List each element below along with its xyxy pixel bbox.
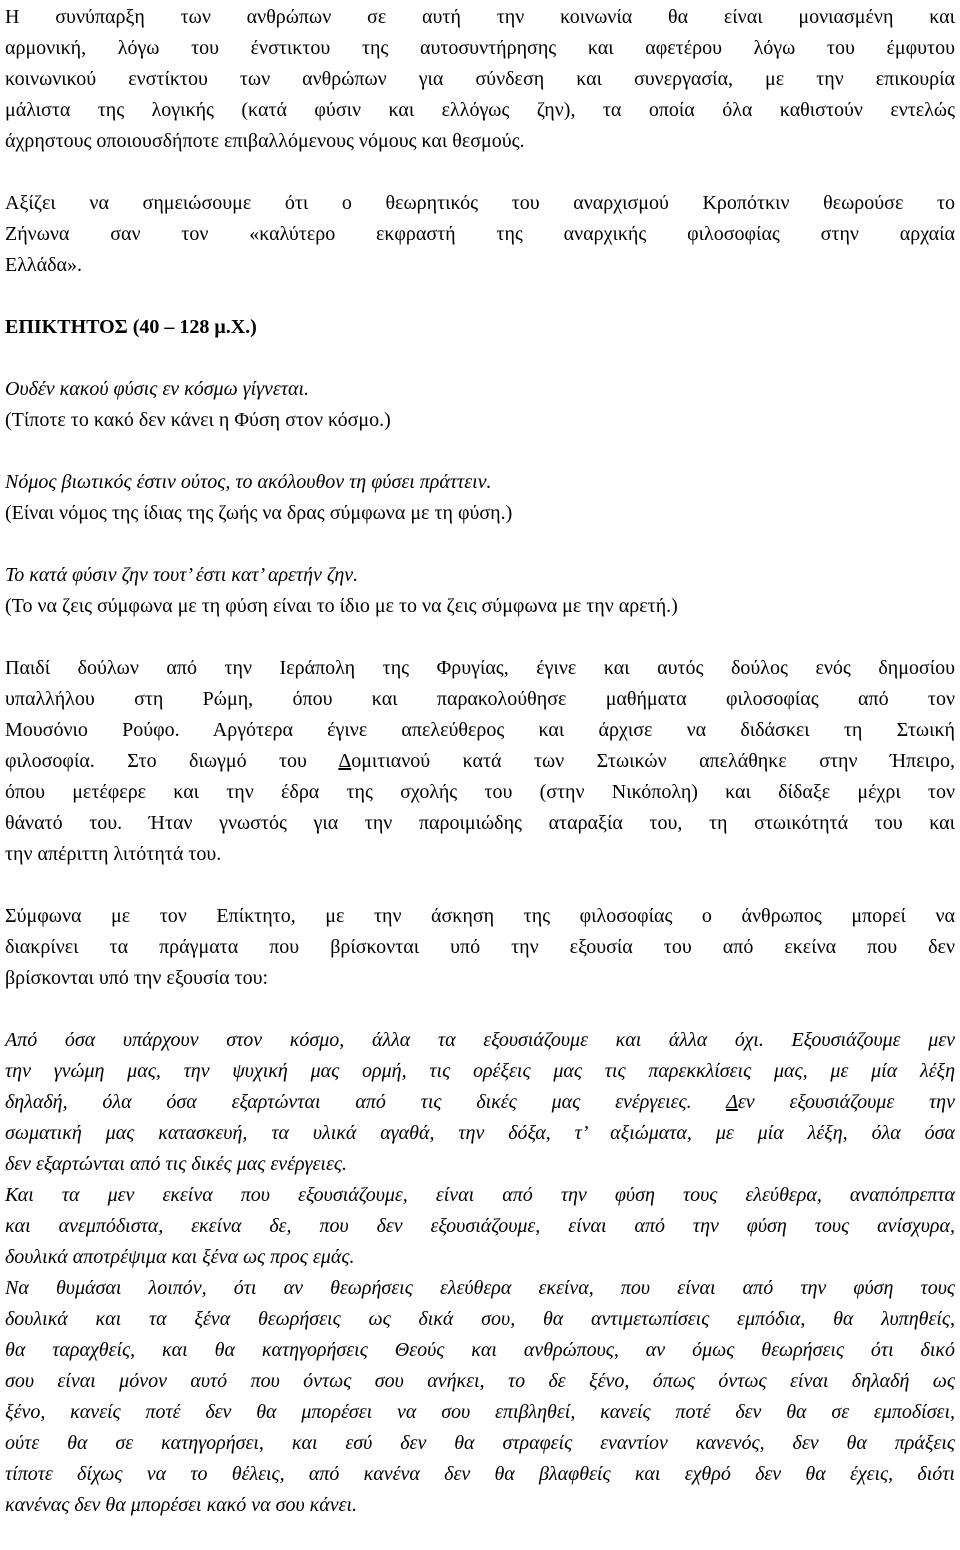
text-line: σωματική μας κατασκευή, τα υλικά αγαθά, την δόξα, τ’ αξιώματα, με μία λέξη, όλα όσα <box>5 1122 955 1144</box>
text-line: Να θυμάσαι λοιπόν, ότι αν θεωρήσεις ελεύθερα εκείνα, που είναι από την φύση τους <box>5 1277 955 1299</box>
text-line: όπου μετέφερε και την έδρα της σχολής του (στην Νικόπολη) και δίδαξε μέχρι τον <box>5 781 955 803</box>
quote-block <box>5 374 955 436</box>
document-page <box>5 2 955 1521</box>
text-fragment: εν εξουσιάζουμε την <box>737 1091 955 1113</box>
paragraph-kropotkin <box>5 188 955 281</box>
text-line-composite <box>5 746 955 777</box>
paragraph-epictetus <box>5 901 955 994</box>
text-line: Και τα μεν εκείνα που εξουσιάζουμε, είναι από την φύση τους ελεύθερα, αναπόπρεπτα <box>5 1184 955 1206</box>
text-line: δουλικά και τα ξένα θεωρήσεις ως δικά σου, θα αντιμετωπίσεις εμπόδια, θα λυπηθείς, <box>5 1308 955 1330</box>
text-line: Αξίζει να σημειώσουμε ότι ο θεωρητικός του αναρχισμού Κροπότκιν θεωρούσε το <box>5 192 955 214</box>
quote-block <box>5 560 955 622</box>
text-line: Μουσόνιο Ρούφο. Αργότερα έγινε απελεύθερος και άρχισε να διδάσκει τη Στωική <box>5 719 955 741</box>
text-line: θα ταραχθείς, και θα κατηγορήσεις Θεούς και ανθρώπους, αν όμως θεωρήσεις ότι δικό <box>5 1339 955 1361</box>
underlined-letter: Δ <box>726 1091 738 1113</box>
quote-translation: (Είναι νόμος της ίδιας της ζωής να δρας σύμφωνα με τη φύση.) <box>5 502 513 524</box>
text-line: κανένας δεν θα μπορέσει κακό να σου κάνει. <box>5 1494 358 1516</box>
text-line: ξένο, κανείς ποτέ δεν θα μπορέσει να σου επιβληθεί, κανείς ποτέ δεν θα σε εμποδίσει, <box>5 1401 955 1423</box>
text-line: βρίσκονται υπό την εξουσία του: <box>5 967 269 989</box>
text-line: Ελλάδα». <box>5 254 82 276</box>
quote-translation: (Τίποτε το κακό δεν κάνει η Φύση στον κόσμο.) <box>5 409 391 431</box>
text-line-composite <box>5 1087 955 1118</box>
paragraph-biography <box>5 653 955 870</box>
text-line: την απέριττη λιτότητά του. <box>5 843 222 865</box>
text-line: μάλιστα της λογικής (κατά φύσιν και ελλόγως ζην), τα οποία όλα καθιστούν εντελώς <box>5 99 955 121</box>
quote-greek: Το κατά φύσιν ζην τουτ’ έστι κατ’ αρετήν ζην. <box>5 564 359 586</box>
text-fragment: ομιτιανού κατά των Στωικών απελάθηκε στην Ήπειρο, <box>351 750 955 772</box>
text-line: υπαλλήλου στη Ρώμη, όπου και παρακολούθησε μαθήματα φιλοσοφίας από τον <box>5 688 955 710</box>
text-line: σου είναι μόνον αυτό που όντως σου ανήκει, το δε ξένο, όπως όντως είναι δηλαδή ως <box>5 1370 955 1392</box>
underlined-letter: Δ <box>338 750 352 772</box>
text-line: και ανεμπόδιστα, εκείνα δε, που δεν εξουσιάζουμε, είναι από την φύση τους ανίσχυρα, <box>5 1215 955 1237</box>
text-line: κοινωνικού ενστίκτου των ανθρώπων για σύνδεση και συνεργασία, με την επικουρία <box>5 68 955 90</box>
text-line: ούτε θα σε κατηγορήσει, και εσύ δεν θα στραφείς εναντίον κανενός, δεν θα πράξεις <box>5 1432 955 1454</box>
text-line: θάνατό του. Ήταν γνωστός για την παροιμιώδης αταραξία του, τη στωικότητά του και <box>5 812 955 834</box>
text-line: αρμονική, λόγω του ένστικτου της αυτοσυντήρησης και αφετέρου λόγω του έμφυτου <box>5 37 955 59</box>
paragraph-society <box>5 2 955 157</box>
text-line: δουλικά αποτρέψιμα και ξένα ως προς εμάς. <box>5 1246 355 1268</box>
quote-translation: (Το να ζεις σύμφωνα με τη φύση είναι το ίδιο με το να ζεις σύμφωνα με την αρετή.) <box>5 595 678 617</box>
quote-block <box>5 467 955 529</box>
section-heading: ΕΠΙΚΤΗΤΟΣ (40 – 128 μ.Χ.) <box>5 316 257 338</box>
text-line: δεν εξαρτώνται από τις δικές μας ενέργειες. <box>5 1153 347 1175</box>
text-line: Από όσα υπάρχουν στον κόσμο, άλλα τα εξουσιάζουμε και άλλα όχι. Εξουσιάζουμε μεν <box>5 1029 955 1051</box>
text-line: Η συνύπαρξη των ανθρώπων σε αυτή την κοινωνία θα είναι μονιασμένη και <box>5 6 955 28</box>
text-fragment: δηλαδή, όλα όσα εξαρτώνται από τις δικές μας ενέργειες. <box>5 1091 727 1113</box>
text-fragment: φιλοσοφία. Στο διωγμό του <box>5 750 339 772</box>
text-line: διακρίνει τα πράγματα που βρίσκονται υπό την εξουσία του από εκείνα που δεν <box>5 936 955 958</box>
text-line: άχρηστους οποιουσδήποτε επιβαλλόμενους νόμους και θεσμούς. <box>5 130 525 152</box>
text-line: τίποτε δίχως να το θέλεις, από κανένα δεν θα βλαφθείς και εχθρό δεν θα έχεις, διότι <box>5 1463 955 1485</box>
text-line: την γνώμη μας, την ψυχική μας ορμή, τις ορέξεις μας τις παρεκκλίσεις μας, με μία λέξη <box>5 1060 955 1082</box>
quote-greek: Νόμος βιωτικός έστιν ούτος, το ακόλουθον τη φύσει πράττειν. <box>5 471 492 493</box>
italic-passage <box>5 1025 955 1521</box>
text-line: Παιδί δούλων από την Ιεράπολη της Φρυγίας, έγινε και αυτός δούλος ενός δημοσίου <box>5 657 955 679</box>
quote-greek: Ουδέν κακού φύσις εν κόσμω γίγνεται. <box>5 378 310 400</box>
text-line: Ζήνωνα σαν τον «καλύτερο εκφραστή της αναρχικής φιλοσοφίας στην αρχαία <box>5 223 955 245</box>
text-line: Σύμφωνα με τον Επίκτητο, με την άσκηση της φιλοσοφίας ο άνθρωπος μπορεί να <box>5 905 955 927</box>
